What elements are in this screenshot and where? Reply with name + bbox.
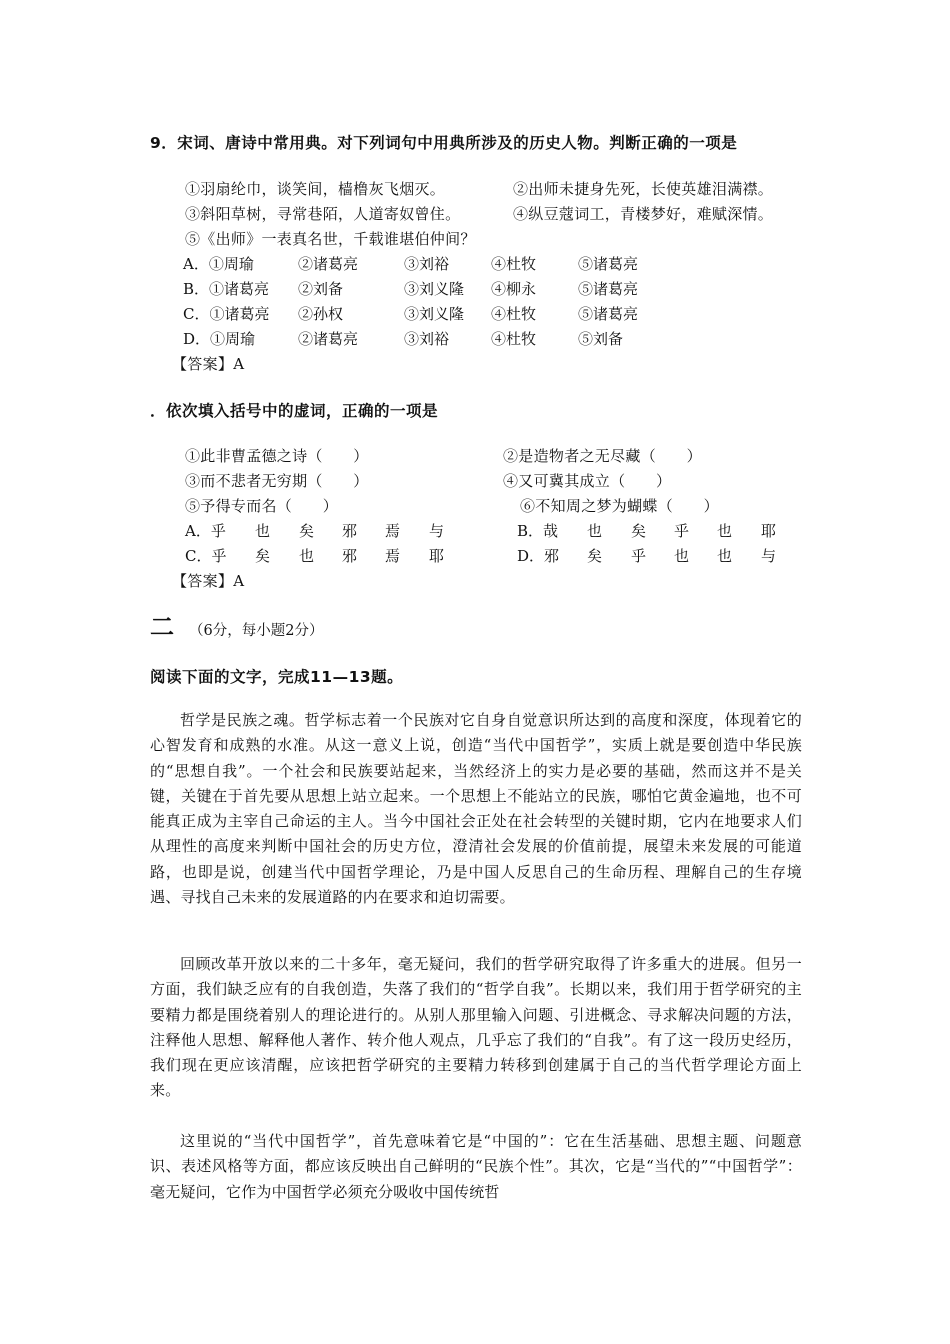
q10-opt-cell: 邪 bbox=[342, 522, 358, 540]
q9-opt-cell: ②孙权 bbox=[298, 305, 344, 323]
q9-opt-cell: B．①诸葛亮 bbox=[183, 280, 270, 298]
q9-line-2: ②出师未捷身先死，长使英雄泪满襟。 bbox=[513, 180, 774, 198]
q10-opt-cell: 乎 bbox=[631, 547, 647, 565]
q10-opt-cell: 也 bbox=[717, 547, 733, 565]
q10-opt-cell: 也 bbox=[255, 522, 271, 540]
q10-opt-cell: 也 bbox=[674, 547, 690, 565]
q9-opt-cell: ⑤刘备 bbox=[578, 330, 624, 348]
q9-opt-cell: ②诸葛亮 bbox=[298, 255, 359, 273]
paragraph-text: 回顾改革开放以来的二十多年，毫无疑问，我们的哲学研究取得了许多重大的进展。但另一方面，我们缺乏应有的自我创造，失落了我们的“哲学自我”。长期以来，我们用于哲学研究的主要精力都是围绕着别人的理论进行的。从别人那里输入问题、引进概念、寻求解决问题的方法，注释他人思想、解释他人著作、转介他人观点，几乎忘了我们的“自我”。有了这一段历史经历，我们现在更应该清醒，应该把哲学研究的主要精力转移到创建属于自己的当代哲学理论方面上来。 bbox=[150, 955, 802, 1100]
question-10-title: ．依次填入括号中的虚词，正确的一项是 bbox=[150, 402, 439, 420]
q9-opt-cell: ③刘裕 bbox=[404, 255, 450, 273]
q9-opt-cell: A．①周瑜 bbox=[183, 255, 254, 273]
q9-opt-cell: D．①周瑜 bbox=[183, 330, 256, 348]
q10-opt-cell: 矣 bbox=[299, 522, 315, 540]
q9-opt-cell: C．①诸葛亮 bbox=[183, 305, 270, 323]
q9-opt-cell: ④柳永 bbox=[491, 280, 537, 298]
q10-opt-cell: 也 bbox=[717, 522, 733, 540]
q9-line-4: ④纵豆蔻词工，青楼梦好，难赋深情。 bbox=[513, 205, 774, 223]
q10-opt-cell: 矣 bbox=[587, 547, 603, 565]
passage-paragraph-1 bbox=[150, 708, 802, 910]
q10-opt-cell: C．乎 bbox=[185, 547, 227, 565]
reading-instruction: 阅读下面的文字，完成11—13题。 bbox=[150, 668, 404, 686]
q9-line-5: ⑤《出师》一表真名世，千载谁堪伯仲间？ bbox=[185, 230, 476, 248]
paragraph-text: 哲学是民族之魂。哲学标志着一个民族对它自身自觉意识所达到的高度和深度，体现着它的心智发育和成熟的水准。从这一意义上说，创造“当代中国哲学”，实质上就是要创造中华民族的“思想自我”。一个社会和民族要站起来，当然经济上的实力是必要的基础，然而这并不是关键，关键在于首先要从思想上站立起来。一个思想上不能站立的民族，哪怕它黄金遍地，也不可能真正成为主宰自己命运的主人。当今中国社会正处在社会转型的关键时期，它内在地要求人们从理性的高度来判断中国社会的历史方位，澄清社会发展的价值前提，展望未来发展的可能道路，也即是说，创建当代中国哲学理论，乃是中国人反思自己的生命历程、理解自己的生存境遇、寻找自己未来的发展道路的内在要求和迫切需要。 bbox=[150, 711, 802, 907]
q10-item-2: ②是造物者之无尽藏（ ） bbox=[503, 447, 702, 465]
q9-line-1: ①羽扇纶巾，谈笑间，樯橹灰飞烟灭。 bbox=[185, 180, 446, 198]
q10-opt-cell: 矣 bbox=[631, 522, 647, 540]
q9-answer: 【答案】A bbox=[172, 355, 245, 373]
q10-opt-cell: 耶 bbox=[429, 547, 445, 565]
q9-opt-cell: ③刘裕 bbox=[404, 330, 450, 348]
q10-opt-cell: 邪 bbox=[342, 547, 358, 565]
q9-opt-cell: ④杜牧 bbox=[491, 330, 537, 348]
paragraph-text: 这里说的“当代中国哲学”，首先意味着它是“中国的”：它在生活基础、思想主题、问题意识、表述风格等方面，都应该反映出自己鲜明的“民族个性”。其次，它是“当代的”“中国哲学”：毫无疑问，它作为中国哲学必须充分吸收中国传统哲 bbox=[150, 1132, 802, 1201]
q9-opt-cell: ③刘义隆 bbox=[404, 305, 465, 323]
q10-opt-cell: 耶 bbox=[761, 522, 777, 540]
q10-opt-cell: 乎 bbox=[674, 522, 690, 540]
q10-answer: 【答案】A bbox=[172, 572, 245, 590]
q10-opt-cell: 焉 bbox=[385, 547, 401, 565]
q9-opt-cell: ③刘义隆 bbox=[404, 280, 465, 298]
q9-opt-cell: ②刘备 bbox=[298, 280, 344, 298]
q10-item-3: ③而不悲者无穷期（ ） bbox=[185, 472, 369, 490]
q10-opt-cell: D．邪 bbox=[517, 547, 560, 565]
q9-opt-cell: ⑤诸葛亮 bbox=[578, 305, 639, 323]
passage-paragraph-2 bbox=[150, 952, 802, 1104]
q10-opt-cell: 也 bbox=[299, 547, 315, 565]
q10-opt-cell: 与 bbox=[761, 547, 777, 565]
section-number: 二 bbox=[150, 612, 174, 641]
q9-line-3: ③斜阳草树，寻常巷陌，人道寄奴曾住。 bbox=[185, 205, 461, 223]
q10-item-4: ④又可冀其成立（ ） bbox=[503, 472, 672, 490]
q10-opt-cell: B．哉 bbox=[517, 522, 559, 540]
passage-paragraph-3 bbox=[150, 1129, 802, 1205]
q10-opt-cell: 也 bbox=[587, 522, 603, 540]
q9-opt-cell: ④杜牧 bbox=[491, 305, 537, 323]
q10-item-6: ⑥不知周之梦为蝴蝶（ ） bbox=[520, 497, 719, 515]
q10-opt-cell: 矣 bbox=[255, 547, 271, 565]
q10-item-1: ①此非曹孟德之诗（ ） bbox=[185, 447, 369, 465]
q9-opt-cell: ⑤诸葛亮 bbox=[578, 280, 639, 298]
q9-opt-cell: ④杜牧 bbox=[491, 255, 537, 273]
section-score-note: （6分，每小题2分） bbox=[189, 623, 324, 639]
q10-opt-cell: A．乎 bbox=[185, 522, 226, 540]
q9-opt-cell: ⑤诸葛亮 bbox=[578, 255, 639, 273]
q10-item-5: ⑤予得专而名（ ） bbox=[185, 497, 339, 515]
q9-opt-cell: ②诸葛亮 bbox=[298, 330, 359, 348]
q10-opt-cell: 焉 bbox=[385, 522, 401, 540]
question-9-title: 9．宋词、唐诗中常用典。对下列词句中用典所涉及的历史人物。判断正确的一项是 bbox=[150, 134, 738, 152]
q10-opt-cell: 与 bbox=[429, 522, 445, 540]
